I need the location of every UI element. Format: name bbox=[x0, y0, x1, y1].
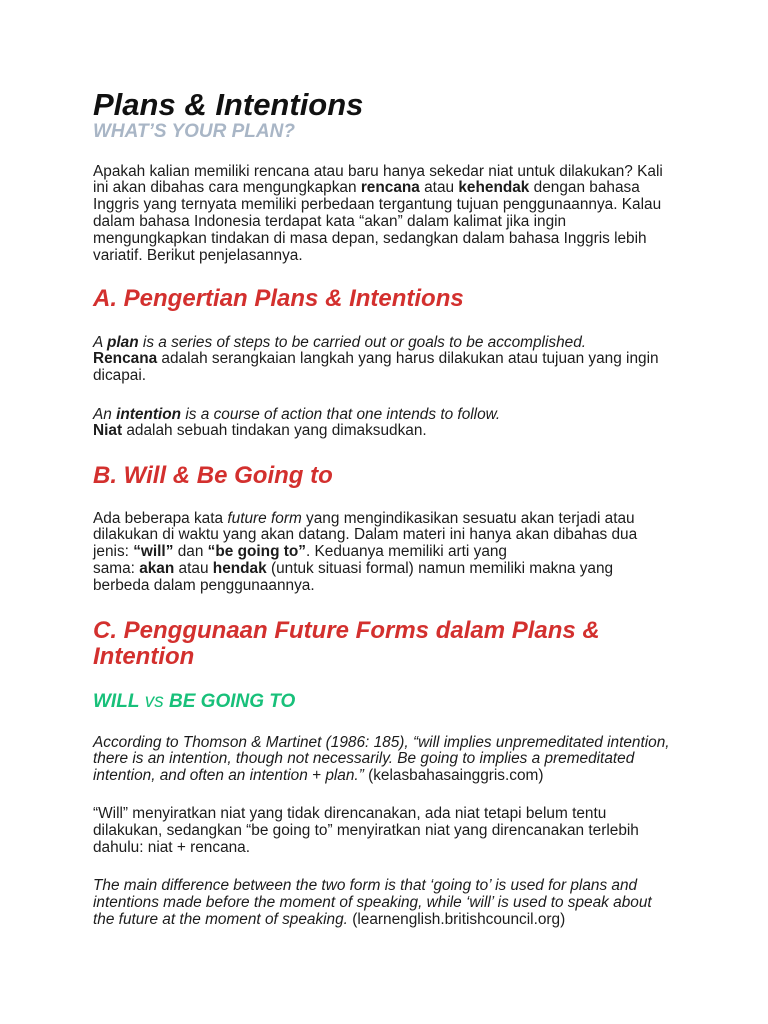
bold-term-be-going-to: “be going to” bbox=[207, 543, 306, 561]
text-line bbox=[93, 561, 768, 578]
text-run: yang mengindikasikan sesuatu akan terjadi atau bbox=[301, 509, 635, 527]
text-run: Apakah kalian memiliki rencana atau baru hanya sekedar niat untuk dilakukan? Kali bbox=[93, 162, 663, 180]
subheading-be-going-to: BE GOING TO bbox=[169, 690, 296, 712]
bold-term-rencana: Rencana bbox=[93, 350, 158, 368]
text-line bbox=[93, 751, 768, 768]
text-run: atau bbox=[174, 559, 213, 577]
page-title: Plans & Intentions bbox=[93, 87, 364, 122]
text-line bbox=[93, 895, 768, 912]
british-council-quote-paragraph bbox=[93, 878, 768, 928]
intention-definition-paragraph bbox=[93, 407, 768, 441]
text-line bbox=[93, 840, 768, 857]
text-run: dilakukan di waktu yang akan datang. Dalam materi ini hanya akan dibahas dua bbox=[93, 526, 638, 544]
bold-term-will: “will” bbox=[133, 543, 174, 561]
plan-definition-paragraph bbox=[93, 335, 768, 385]
text-run: atau bbox=[419, 179, 459, 197]
text-line bbox=[93, 164, 768, 181]
text-line bbox=[93, 912, 768, 929]
explanation-paragraph bbox=[93, 806, 768, 856]
text-run: Inggris yang ternyata memiliki perbedaan tergantung tujuan penggunaannya. Kalau bbox=[93, 196, 662, 214]
intro-paragraph bbox=[93, 164, 768, 265]
text-run: adalah sebuah tindakan yang dimaksudkan. bbox=[122, 422, 427, 440]
text-line bbox=[93, 197, 768, 214]
text-line bbox=[93, 180, 768, 197]
text-run: dilakukan, sedangkan “be going to” menyiratkan niat yang direncanakan terlebih bbox=[93, 822, 639, 840]
text-line bbox=[93, 544, 768, 561]
text-run: A bbox=[93, 333, 107, 351]
text-line bbox=[93, 735, 768, 752]
text-line bbox=[93, 335, 768, 352]
text-run: dahulu: niat + rencana. bbox=[93, 839, 251, 857]
bold-term-rencana: rencana bbox=[360, 179, 420, 197]
text-run: “Will” menyiratkan niat yang tidak direncanakan, ada niat tetapi belum tentu bbox=[93, 805, 607, 823]
text-run: ini akan dibahas cara mengungkapkan bbox=[93, 179, 361, 197]
section-c-heading: C. Penggunaan Future Forms dalam Plans & Intention bbox=[93, 616, 600, 670]
text-line bbox=[93, 823, 768, 840]
will-vs-going-to-subheading bbox=[93, 691, 768, 713]
text-run: (untuk situasi formal) namun memiliki makna yang bbox=[266, 559, 614, 577]
text-run: The main difference between the two form is that ‘going to’ is used for plans and bbox=[93, 877, 638, 895]
text-run: there is an intention, though not necessarily. Be going to implies a premeditated bbox=[93, 750, 635, 768]
bold-term-kehendak: kehendak bbox=[458, 179, 530, 197]
text-run: adalah serangkaian langkah yang harus dilakukan atau tujuan yang ingin bbox=[157, 350, 659, 368]
bold-term-intention: intention bbox=[116, 405, 182, 423]
text-line bbox=[93, 231, 768, 248]
subheading-vs: vs bbox=[139, 690, 169, 712]
text-run: intentions made before the moment of speaking, while ‘will’ is used to speak about bbox=[93, 894, 652, 912]
text-line bbox=[93, 578, 768, 595]
section-b-paragraph bbox=[93, 511, 768, 595]
text-run: Ada beberapa kata bbox=[93, 509, 228, 527]
bold-term-hendak: hendak bbox=[212, 559, 267, 577]
text-run: dengan bahasa bbox=[529, 179, 640, 197]
text-run: According to Thomson & Martinet (1986: 185), “will implies unpremeditated intention, bbox=[93, 733, 670, 751]
bold-term-akan: akan bbox=[139, 559, 175, 577]
bold-term-niat: Niat bbox=[93, 422, 123, 440]
bold-term-plan: plan bbox=[106, 333, 139, 351]
thomson-quote-paragraph bbox=[93, 735, 768, 785]
page-subtitle: WHAT’S YOUR PLAN? bbox=[93, 121, 295, 142]
text-line bbox=[93, 351, 768, 368]
text-line bbox=[93, 806, 768, 823]
subheading-will: WILL bbox=[93, 690, 140, 712]
text-run: berbeda dalam penggunaannya. bbox=[93, 576, 315, 594]
text-line bbox=[93, 878, 768, 895]
text-run: An bbox=[93, 405, 117, 423]
text-run: sama: bbox=[93, 559, 140, 577]
text-line bbox=[93, 768, 768, 785]
text-run: is a course of action that one intends to follow. bbox=[181, 405, 501, 423]
text-line bbox=[93, 423, 768, 440]
text-run: the future at the moment of speaking. bbox=[93, 911, 348, 929]
text-line bbox=[93, 248, 768, 265]
source-citation: (kelasbahasainggris.com) bbox=[363, 767, 544, 785]
section-a-heading: A. Pengertian Plans & Intentions bbox=[93, 284, 464, 312]
section-b-heading: B. Will & Be Going to bbox=[93, 461, 333, 489]
text-line bbox=[93, 527, 768, 544]
text-line bbox=[93, 407, 768, 424]
text-line bbox=[93, 214, 768, 231]
italic-term-future-form: future form bbox=[227, 509, 302, 527]
text-run: dalam bahasa Indonesia terdapat kata “akan” dalam kalimat jika ingin bbox=[93, 212, 567, 230]
text-run: dicapai. bbox=[93, 367, 147, 385]
text-run: jenis: bbox=[93, 543, 134, 561]
text-line bbox=[93, 511, 768, 528]
text-run: mengungkapkan tindakan di masa depan, sedangkan dalam bahasa Inggris lebih bbox=[93, 229, 647, 247]
text-run: is a series of steps to be carried out or goals to be accomplished. bbox=[138, 333, 587, 351]
text-run: variatif. Berikut penjelasannya. bbox=[93, 246, 303, 264]
source-citation: (learnenglish.britishcouncil.org) bbox=[347, 911, 566, 929]
text-run: . Keduanya memiliki arti yang bbox=[305, 543, 507, 561]
text-line bbox=[93, 368, 768, 385]
text-run: dan bbox=[173, 543, 208, 561]
text-run: intention, and often an intention + plan.” bbox=[93, 767, 364, 785]
